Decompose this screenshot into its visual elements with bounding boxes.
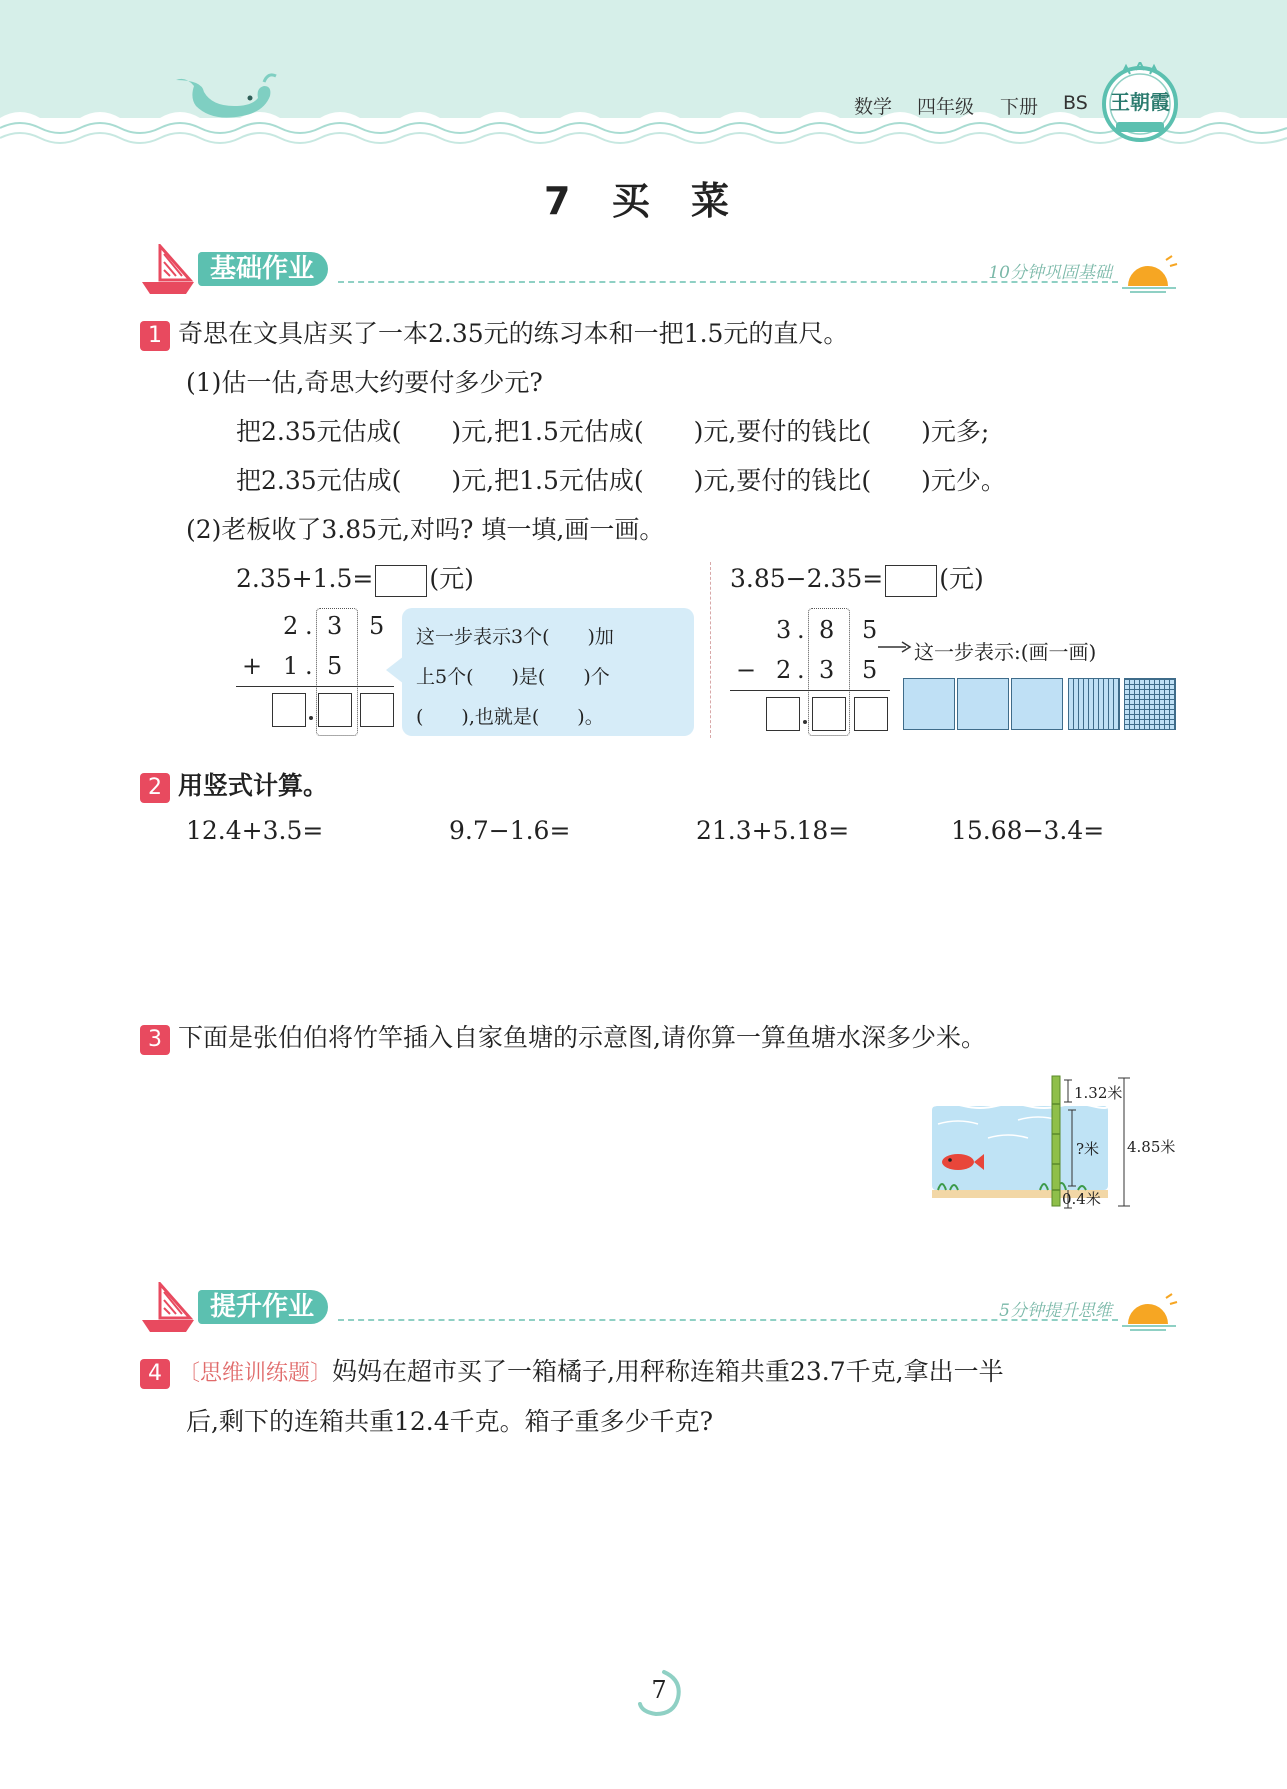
arrow-right-icon bbox=[878, 641, 912, 653]
sub-bottom-digit: . bbox=[797, 656, 805, 684]
q1-eq-right-row bbox=[730, 559, 984, 597]
label-in-mud: 0.4米 bbox=[1062, 1190, 1101, 1208]
explanation-bubble bbox=[402, 608, 694, 736]
sub-top-digit: 8 bbox=[819, 616, 835, 644]
q3-stem: 下面是张伯伯将竹竿插入自家鱼塘的示意图,请你算一算鱼塘水深多少米。 bbox=[178, 1023, 986, 1052]
sub-top-digit: . bbox=[797, 616, 805, 644]
add-bottom-digit: 1 bbox=[283, 652, 299, 680]
answer-digit-box[interactable] bbox=[812, 697, 846, 731]
label-water-depth: ?米 bbox=[1076, 1140, 1100, 1158]
q2-item: 21.3+5.18= bbox=[696, 816, 850, 845]
answer-box[interactable] bbox=[885, 565, 937, 597]
q4-number: 4 bbox=[140, 1359, 170, 1389]
bubble-line: ( ),也就是( )。 bbox=[416, 706, 604, 728]
section-basic-note: 10分钟巩固基础 bbox=[988, 263, 1112, 283]
q4-tag: 〔思维训练题〕 bbox=[178, 1361, 333, 1386]
answer-digit-box[interactable] bbox=[766, 697, 800, 731]
add-bottom-digit: . bbox=[305, 652, 313, 680]
q3-number: 3 bbox=[140, 1025, 170, 1055]
brand-seal bbox=[1100, 62, 1180, 142]
sub-bottom-digit: 2 bbox=[776, 656, 792, 684]
section-advanced bbox=[138, 1282, 1178, 1334]
q1-eq-right: 3.85−2.35= bbox=[730, 564, 884, 593]
q1-unit-right: (元) bbox=[939, 564, 984, 593]
sailboat-icon bbox=[138, 1282, 198, 1334]
page-title: 7 买 菜 bbox=[544, 179, 743, 223]
difference-line bbox=[730, 690, 890, 691]
ones-square bbox=[903, 678, 955, 730]
answer-digit-box[interactable] bbox=[360, 693, 394, 727]
q1-eq-left-row bbox=[236, 559, 474, 597]
q2-stem-row bbox=[140, 766, 328, 803]
ones-square bbox=[1011, 678, 1063, 730]
section-advanced-note: 5分钟提升思维 bbox=[999, 1301, 1112, 1321]
sub-top-digit: 3 bbox=[776, 616, 792, 644]
sub-bottom-digit: 5 bbox=[862, 656, 878, 684]
header-grade: 四年级 bbox=[917, 96, 975, 118]
q1-stem-row bbox=[140, 314, 848, 351]
q2-number: 2 bbox=[140, 773, 170, 803]
add-operator: + bbox=[242, 652, 263, 680]
q1-part1-line1: 把2.35元估成( )元,把1.5元估成( )元,要付的钱比( )元多; bbox=[236, 417, 990, 446]
sun-icon bbox=[1120, 1292, 1178, 1332]
decimal-point bbox=[309, 716, 313, 720]
q1-number: 1 bbox=[140, 321, 170, 351]
add-bottom-digit: 5 bbox=[327, 652, 343, 680]
answer-digit-box[interactable] bbox=[272, 693, 306, 727]
ones-square bbox=[957, 678, 1009, 730]
bubble-line: 上5个( )是( )个 bbox=[416, 666, 610, 688]
page-number: 7 bbox=[651, 1676, 667, 1704]
sum-line bbox=[236, 686, 394, 687]
q2-item: 9.7−1.6= bbox=[449, 816, 571, 845]
add-top-digit: . bbox=[305, 612, 313, 640]
add-top-digit: 2 bbox=[283, 612, 299, 640]
column-divider bbox=[710, 562, 711, 738]
header-volume: 下册 bbox=[1000, 96, 1039, 118]
page-number-badge bbox=[634, 1668, 684, 1718]
sub-top-digit: 5 bbox=[862, 616, 878, 644]
decimal-point bbox=[803, 720, 807, 724]
add-top-digit: 5 bbox=[369, 612, 385, 640]
label-total-length: 4.85米 bbox=[1127, 1138, 1176, 1156]
q4-line1: 妈妈在超市买了一箱橘子,用秤称连箱共重23.7千克,拿出一半 bbox=[332, 1357, 1004, 1386]
q1-part2: (2)老板收了3.85元,对吗? 填一填,画一画。 bbox=[186, 515, 665, 544]
label-above-water: 1.32米 bbox=[1074, 1084, 1123, 1102]
q2-item: 15.68−3.4= bbox=[951, 816, 1105, 845]
header-subject: 数学 bbox=[854, 96, 893, 118]
answer-digit-box[interactable] bbox=[854, 697, 888, 731]
sub-operator: − bbox=[736, 656, 757, 684]
q1-unit-left: (元) bbox=[429, 564, 474, 593]
answer-digit-box[interactable] bbox=[318, 693, 352, 727]
whale-icon bbox=[172, 72, 282, 134]
q3-stem-row bbox=[140, 1018, 986, 1055]
sub-bottom-digit: 3 bbox=[819, 656, 835, 684]
q1-part1: (1)估一估,奇思大约要付多少元? bbox=[186, 368, 543, 397]
brand-name: 王朝霞 bbox=[1110, 90, 1170, 114]
hundredths-square bbox=[1124, 678, 1176, 730]
bubble-pointer-icon bbox=[386, 656, 404, 684]
add-top-digit: 3 bbox=[327, 612, 343, 640]
q1-stem: 奇思在文具店买了一本2.35元的练习本和一把1.5元的直尺。 bbox=[178, 319, 849, 348]
q1-eq-left: 2.35+1.5= bbox=[236, 564, 374, 593]
q2-stem: 用竖式计算。 bbox=[178, 771, 329, 800]
section-advanced-label: 提升作业 bbox=[198, 1290, 328, 1324]
section-basic-label: 基础作业 bbox=[198, 252, 328, 286]
q4-stem-row bbox=[140, 1352, 1004, 1389]
sun-icon bbox=[1120, 254, 1178, 294]
header-edition: BS bbox=[1063, 92, 1088, 114]
q4-line2: 后,剩下的连箱共重12.4千克。箱子重多少千克? bbox=[186, 1407, 714, 1436]
q2-item: 12.4+3.5= bbox=[186, 816, 324, 845]
section-basic bbox=[138, 244, 1178, 296]
tenths-square bbox=[1068, 678, 1120, 730]
answer-box[interactable] bbox=[375, 565, 427, 597]
q1-part1-line2: 把2.35元估成( )元,把1.5元估成( )元,要付的钱比( )元少。 bbox=[236, 466, 1006, 495]
sailboat-icon bbox=[138, 244, 198, 296]
draw-note: 这一步表示:(画一画) bbox=[914, 640, 1097, 664]
bubble-line: 这一步表示3个( )加 bbox=[416, 626, 614, 648]
